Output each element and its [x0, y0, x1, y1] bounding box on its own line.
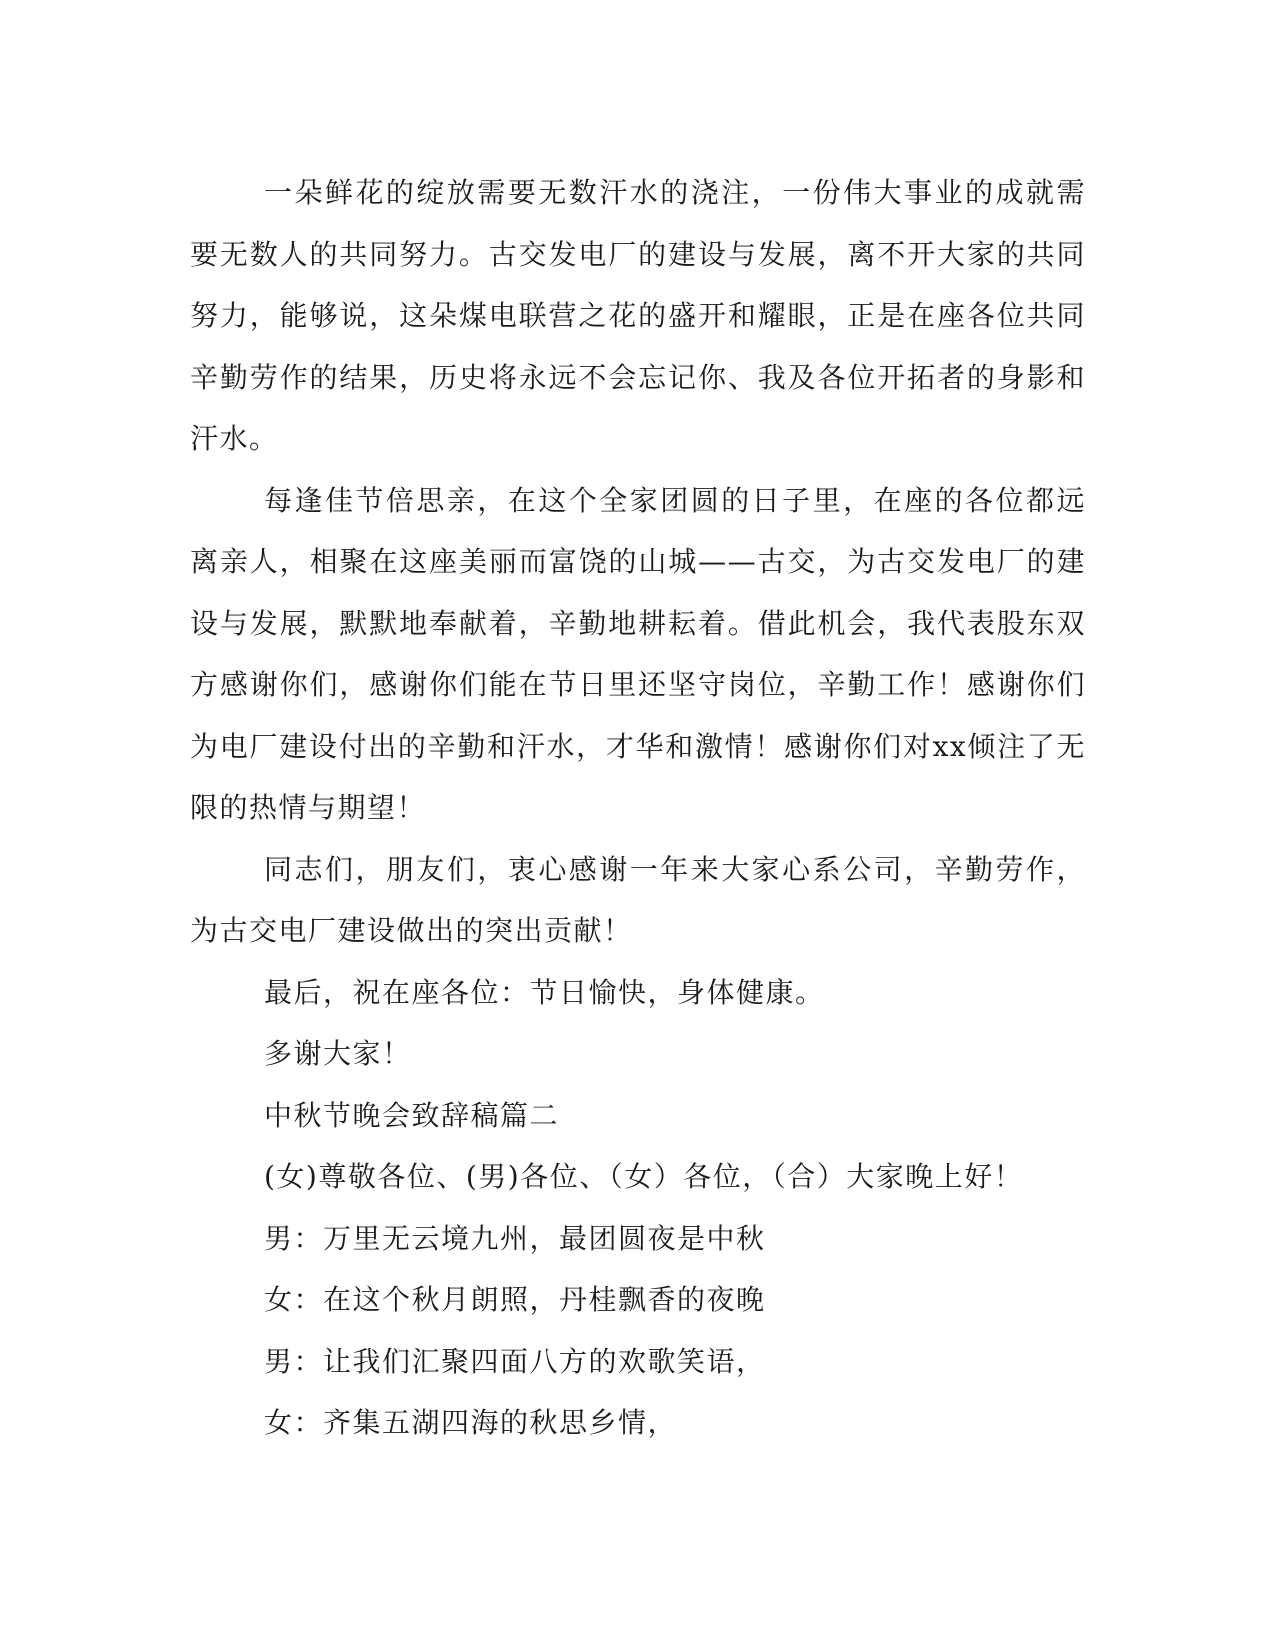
greeting-line: (女)尊敬各位、(男)各位、（女）各位，（合）大家晚上好！	[264, 1160, 1024, 1193]
closing-line: 最后，祝在座各位：节日愉快，身体健康。	[264, 975, 825, 1009]
paragraph: 同志们，朋友们，衷心感谢一年来大家心系公司，辛勤劳作，为古交电厂建设做出的突出贡献！	[190, 852, 1086, 947]
script-line: 男：让我们汇聚四面八方的欢歌笑语，	[264, 1344, 766, 1378]
script-line: 女：在这个秋月朗照，丹桂飘香的夜晚	[264, 1283, 766, 1316]
script-line: 女：齐集五湖四海的秋思乡情，	[264, 1406, 678, 1439]
paragraph: 一朵鲜花的绽放需要无数汗水的浇注，一份伟大事业的成就需要无数人的共同努力。古交发电厂的建设与发展，离不开大家的共同努力，能够说，这朵煤电联营之花的盛开和耀眼，正是在座各位共同辛勤劳作的结果，历史将永远不会忘记你、我及各位开拓者的身影和汗水。	[190, 176, 1086, 455]
thanks-line: 多谢大家！	[264, 1037, 412, 1070]
section-heading: 中秋节晚会致辞稿篇二	[264, 1098, 560, 1132]
paragraph: 每逢佳节倍思亲，在这个全家团圆的日子里，在座的各位都远离亲人，相聚在这座美丽而富饶的山城——古交，为古交发电厂的建设与发展，默默地奉献着，辛勤地耕耘着。借此机会，我代表股东双方感谢你们，感谢你们能在节日里还坚守岗位，辛勤工作！感谢你们为电厂建设付出的辛勤和汗水，才华和激情！感谢你们对xx倾注了无限的热情与期望！	[190, 483, 1086, 824]
script-line: 男：万里无云境九州，最团圆夜是中秋	[264, 1221, 766, 1255]
document-body	[190, 162, 1086, 1454]
